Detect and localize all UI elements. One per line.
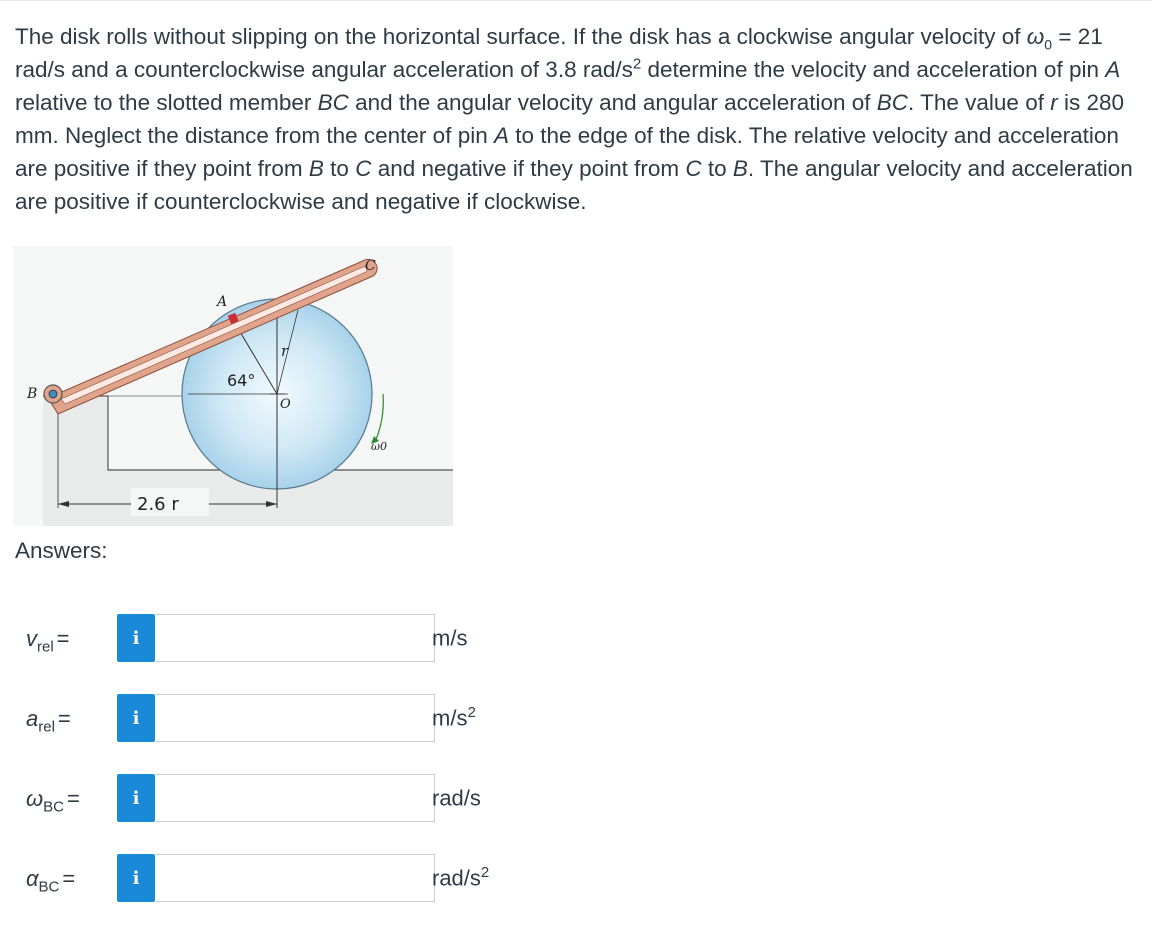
- var-label: $v_{rel}$ =: [26, 626, 70, 656]
- answer-input-omega-bc[interactable]: [156, 774, 435, 822]
- answer-input-arel[interactable]: [156, 694, 435, 742]
- mechanism-figure: [13, 246, 453, 526]
- question-text: The disk rolls without slipping on the horizontal surface. If the disk has a clockwise angular velocity of $\omega_0 = 21$ rad/s and a counterclockwise angular acceleration of 3.8 rad/$s^2$ determine the velocity and acceleration of pin A relative to the slotted member BC and the angular velocity and angular acceleration of BC. The value of r is 280 mm. Neglect the distance from the center of pin A to the edge of the disk. The relative velocity and acceleration are positive if they point from B to C and negative if they point from C to B. The angular velocity and acceleration are positive if counterclockwise and negative if clockwise.: [15, 24, 1133, 214]
- label-b: B: [27, 386, 38, 402]
- label-angle: 64°: [227, 371, 256, 390]
- unit-label: rad/$s^2$: [432, 864, 490, 891]
- answer-input-alpha-bc[interactable]: [156, 854, 435, 902]
- info-button[interactable]: i: [117, 774, 155, 822]
- var-label: $a_{rel}$ =: [26, 706, 71, 736]
- var-label: $\alpha_{BC}$ =: [26, 866, 76, 896]
- answer-input-vrel[interactable]: [156, 614, 435, 662]
- answer-row-vrel: [0, 614, 1152, 664]
- unit-label: $m/s^2$: [432, 704, 476, 731]
- unit-label: m/s: [432, 625, 468, 651]
- answer-row-omega-bc: [0, 774, 1152, 824]
- answers-heading: Answers:: [15, 538, 108, 563]
- label-a: A: [217, 294, 228, 310]
- label-o: O: [280, 397, 291, 412]
- unit-label: rad/s: [432, 785, 481, 811]
- info-button[interactable]: i: [117, 614, 155, 662]
- omega0-symbol: ω: [1026, 24, 1045, 49]
- label-c: C: [365, 258, 376, 274]
- info-button[interactable]: i: [117, 854, 155, 902]
- label-dimension: 2.6 r: [137, 494, 179, 515]
- top-divider: [0, 0, 1152, 1]
- label-r: r: [281, 342, 289, 360]
- info-button[interactable]: i: [117, 694, 155, 742]
- answer-row-arel: [0, 694, 1152, 744]
- var-label: $\omega_{BC}$ =: [26, 786, 80, 816]
- label-omega0: ω0: [371, 440, 387, 453]
- answer-row-alpha-bc: [0, 854, 1152, 904]
